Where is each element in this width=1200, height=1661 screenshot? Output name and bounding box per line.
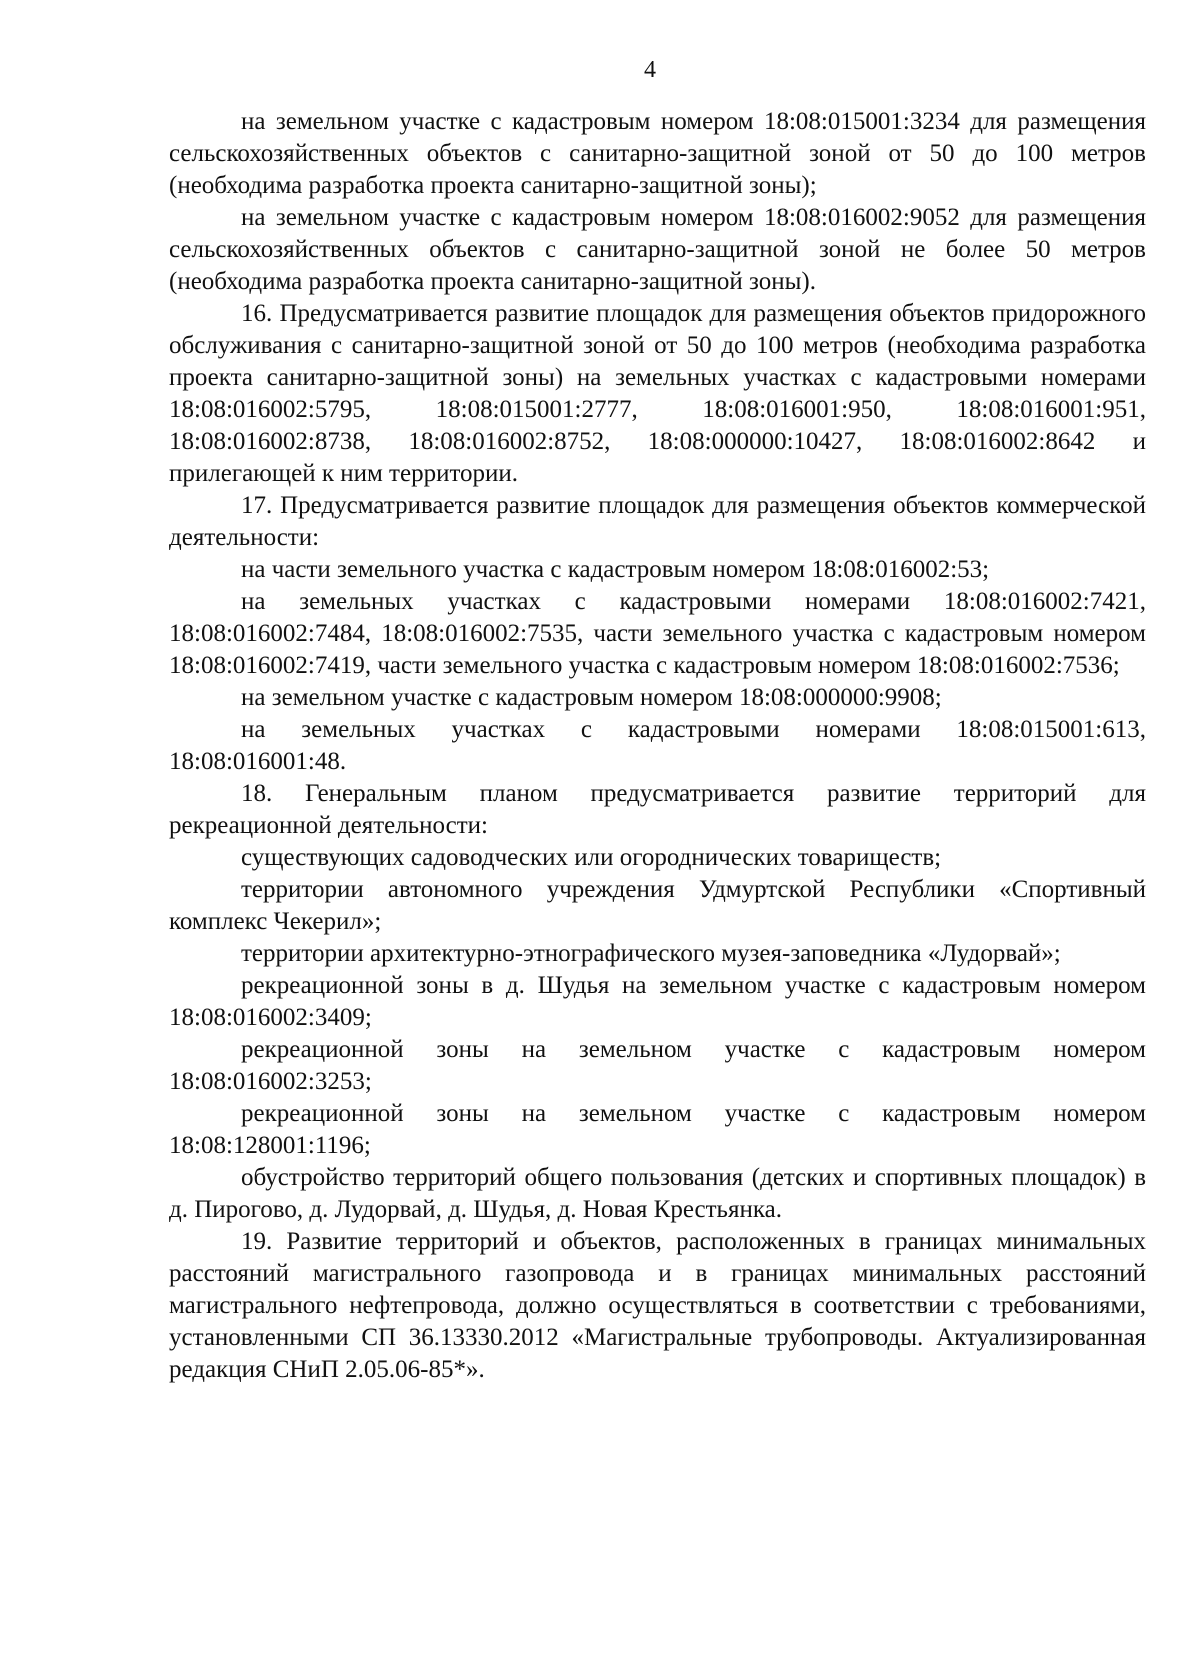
paragraph: территории автономного учреждения Удмуртской Республики «Спортивный комплекс Чекерил»;: [169, 876, 1146, 935]
paragraph: на земельных участках с кадастровыми номерами 18:08:015001:613, 18:08:016001:48.: [169, 716, 1146, 775]
paragraph: на земельном участке с кадастровым номером 18:08:016002:9052 для размещения сельскохозяйственных объектов с санитарно-защитной зоной не более 50 метров (необходима разработка проекта санитарно-защитной зоны).: [169, 204, 1146, 295]
paragraph: 19. Развитие территорий и объектов, расположенных в границах минимальных расстояний магистрального газопровода и в границах минимальных расстояний магистрального нефтепровода, должно осуществляться в соответствии с требованиями, установленными СП 36.13330.2012 «Магистральные трубопроводы. Актуализированная редакция СНиП 2.05.06-85*».: [169, 1228, 1146, 1383]
paragraph: рекреационной зоны на земельном участке с кадастровым номером 18:08:128001:1196;: [169, 1100, 1146, 1159]
document-body: [169, 106, 1146, 1506]
page-number: 4: [644, 57, 656, 83]
paragraph: 17. Предусматривается развитие площадок для размещения объектов коммерческой деятельности:: [169, 492, 1146, 551]
paragraph: существующих садоводческих или огороднических товариществ;: [241, 844, 942, 871]
paragraph: на земельном участке с кадастровым номером 18:08:015001:3234 для размещения сельскохозяйственных объектов с санитарно-защитной зоной от 50 до 100 метров (необходима разработка проекта санитарно-защитной зоны);: [169, 108, 1146, 199]
paragraph: на земельном участке с кадастровым номером 18:08:000000:9908;: [241, 684, 942, 711]
paragraph: на части земельного участка с кадастровым номером 18:08:016002:53;: [241, 556, 990, 583]
paragraph: 18. Генеральным планом предусматривается развитие территорий для рекреационной деятельности:: [169, 780, 1146, 839]
paragraph: территории архитектурно-этнографического музея-заповедника «Лудорвай»;: [241, 940, 1061, 967]
paragraph: рекреационной зоны в д. Шудья на земельном участке с кадастровым номером 18:08:016002:3409;: [169, 972, 1146, 1031]
paragraph: 16. Предусматривается развитие площадок для размещения объектов придорожного обслуживания с санитарно-защитной зоной от 50 до 100 метров (необходима разработка проекта санитарно-защитной зоны) на земельных участках с кадастровыми номерами 18:08:016002:5795, 18:08:015001:2777, 18:08:016001:950, 18:08:016001:951, 18:08:016002:8738, 18:08:016002:8752, 18:08:000000:10427, 18:08:016002:8642 и прилегающей к ним территории.: [169, 300, 1146, 487]
paragraph: на земельных участках с кадастровыми номерами 18:08:016002:7421, 18:08:016002:7484, 18:08:016002:7535, части земельного участка с кадастровым номером 18:08:016002:7419, части земельного участка с кадастровым номером 18:08:016002:7536;: [169, 588, 1146, 679]
paragraph: обустройство территорий общего пользования (детских и спортивных площадок) в д. Пирогово, д. Лудорвай, д. Шудья, д. Новая Крестьянка.: [169, 1164, 1146, 1223]
paragraph: рекреационной зоны на земельном участке с кадастровым номером 18:08:016002:3253;: [169, 1036, 1146, 1095]
